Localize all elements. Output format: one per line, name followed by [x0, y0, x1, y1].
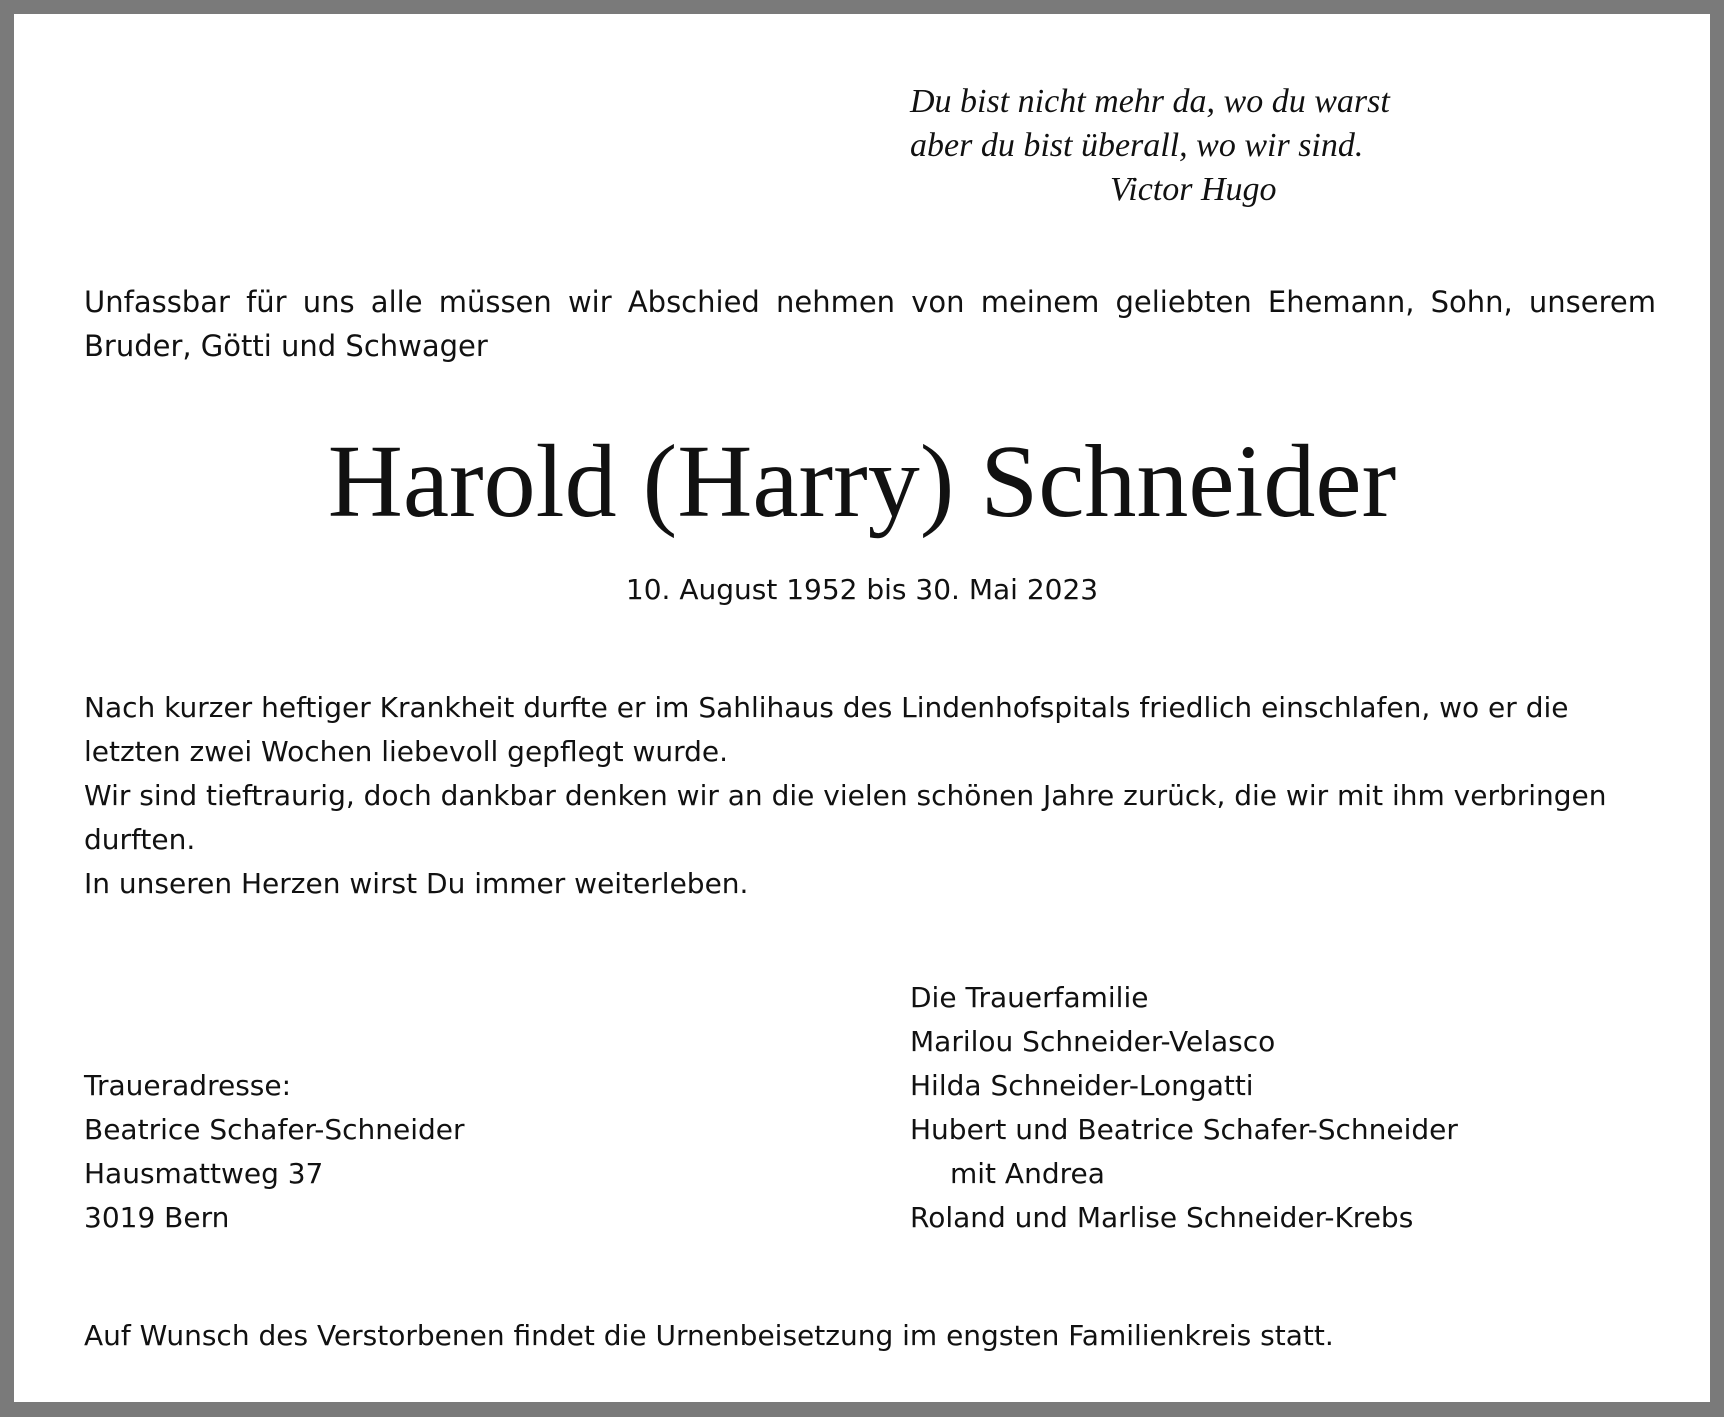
life-dates: 10. August 1952 bis 30. Mai 2023 — [625, 573, 1099, 606]
body-text — [84, 686, 1656, 906]
address-label: Traueradresse: — [84, 1069, 292, 1102]
family-heading: Die Trauerfamilie — [910, 981, 1149, 1014]
family-member: Marilou Schneider-Velasco — [910, 1025, 1276, 1058]
quote-line: Du bist nicht mehr da, wo du warst — [910, 83, 1390, 120]
family-member: Hubert und Beatrice Schafer-Schneider — [910, 1113, 1458, 1146]
family-member: Hilda Schneider-Longatti — [910, 1069, 1254, 1102]
obituary-page — [14, 14, 1710, 1402]
quote-line: aber du bist überall, wo wir sind. — [910, 127, 1364, 164]
quote-block — [910, 80, 1390, 212]
body-paragraph: Wir sind tieftraurig, doch dankbar denken wir an die vielen schönen Jahre zurück, die wir mit ihm verbringen durften. — [84, 779, 1607, 856]
closing-text: Auf Wunsch des Verstorbenen findet die Urnenbeisetzung im engsten Familienkreis statt. — [84, 1319, 1334, 1352]
address-city: 3019 Bern — [84, 1201, 230, 1234]
deceased-name: Harold (Harry) Schneider — [327, 424, 1397, 539]
intro-text: Unfassbar für uns alle müssen wir Abschied nehmen von meinem geliebten Ehemann, Sohn, unserem Bruder, Götti und Schwager — [84, 285, 1656, 363]
family-member: mit Andrea — [950, 1157, 1105, 1190]
address-name: Beatrice Schafer-Schneider — [84, 1113, 465, 1146]
address-street: Hausmattweg 37 — [84, 1157, 324, 1190]
family-member: Roland und Marlise Schneider-Krebs — [910, 1201, 1414, 1234]
quote-author: Victor Hugo — [1110, 171, 1277, 208]
mourning-family — [910, 976, 1458, 1240]
body-paragraph: Nach kurzer heftiger Krankheit durfte er im Sahlihaus des Lindenhofspitals friedlich einschlafen, wo er die letzten zwei Wochen liebevoll gepflegt wurde. — [84, 691, 1569, 768]
body-paragraph: In unseren Herzen wirst Du immer weiterleben. — [84, 867, 749, 900]
mourning-address — [84, 1064, 465, 1240]
